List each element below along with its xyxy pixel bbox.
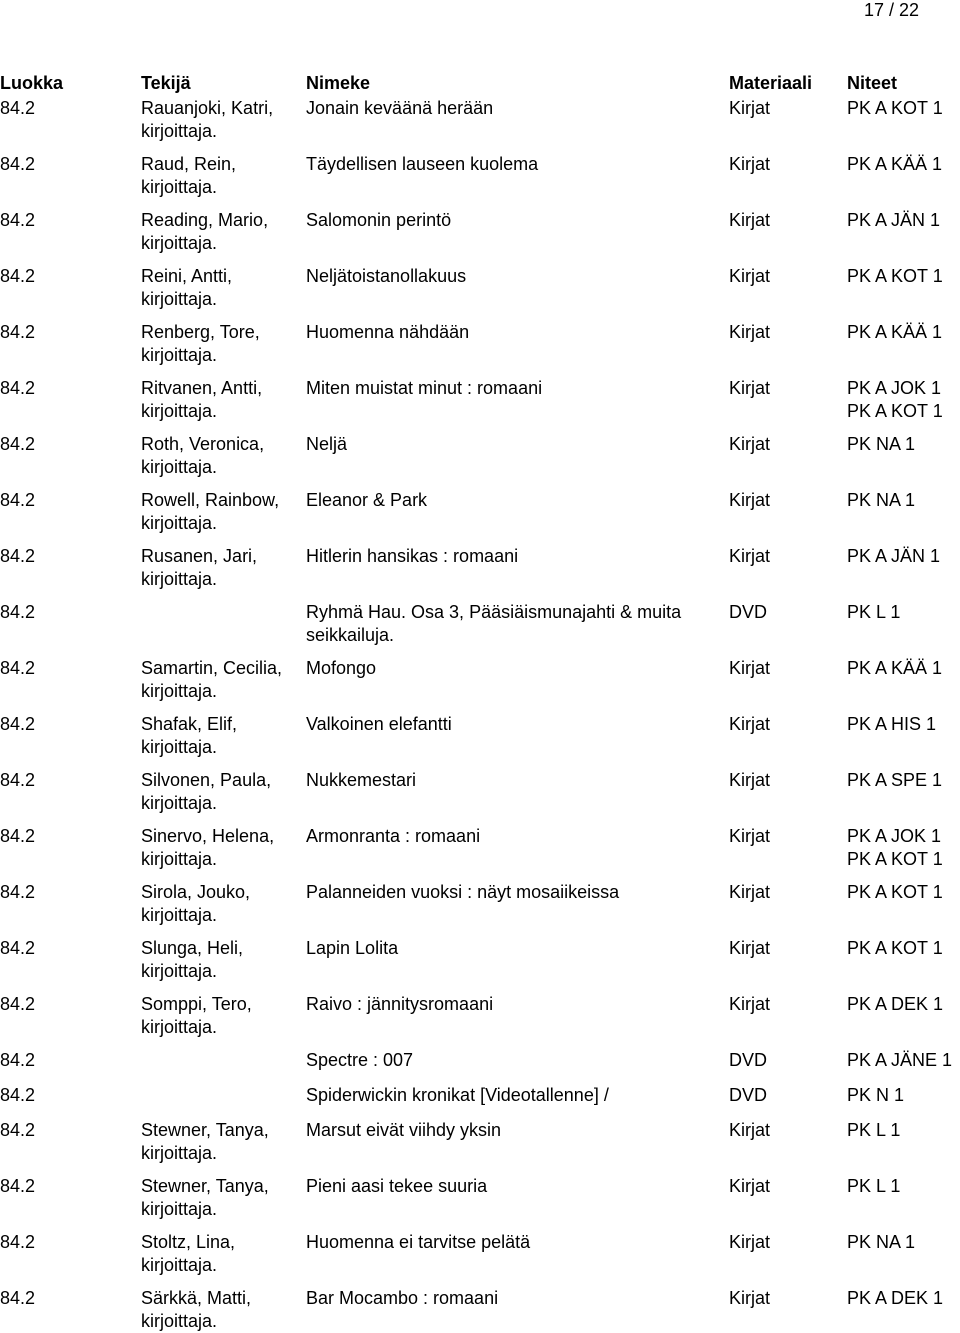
cell-luokka: 84.2 xyxy=(0,1232,36,1252)
cell-luokka: 84.2 xyxy=(0,1050,36,1070)
cell-niteet xyxy=(847,545,940,568)
cell-niteet-line: PK A JOK 1 xyxy=(847,378,942,398)
cell-niteet-line: PK NA 1 xyxy=(847,1232,916,1252)
cell-niteet-line: PK A KÄÄ 1 xyxy=(847,322,943,342)
cell-niteet xyxy=(847,1287,943,1310)
cell-tekija-line: Stoltz, Lina, xyxy=(141,1232,236,1252)
cell-tekija xyxy=(141,209,268,255)
cell-materiaali: Kirjat xyxy=(729,1176,771,1196)
cell-tekija-line: Sirola, Jouko, xyxy=(141,882,251,902)
cell-materiaali: Kirjat xyxy=(729,378,771,398)
cell-tekija-line: Rauanjoki, Katri, xyxy=(141,98,274,118)
cell-tekija xyxy=(141,489,279,535)
cell-nimeke-line: Neljätoistanollakuus xyxy=(306,266,467,286)
cell-tekija-line: kirjoittaja. xyxy=(141,793,218,813)
cell-tekija xyxy=(141,265,232,311)
cell-nimeke-line: Palanneiden vuoksi : näyt mosaiikeissa xyxy=(306,882,620,902)
cell-nimeke xyxy=(306,825,480,848)
cell-tekija xyxy=(141,1287,251,1333)
cell-nimeke-line: Lapin Lolita xyxy=(306,938,399,958)
cell-tekija-line: kirjoittaja. xyxy=(141,905,218,925)
cell-luokka: 84.2 xyxy=(0,434,36,454)
cell-tekija xyxy=(141,377,262,423)
cell-tekija-line: Reading, Mario, xyxy=(141,210,269,230)
cell-niteet-line: PK A DEK 1 xyxy=(847,994,944,1014)
cell-tekija-line: Raud, Rein, xyxy=(141,154,237,174)
table-header xyxy=(0,72,960,94)
cell-nimeke-line: Valkoinen elefantti xyxy=(306,714,452,734)
cell-luokka: 84.2 xyxy=(0,1288,36,1308)
header-materiaali: Materiaali xyxy=(729,73,813,93)
cell-tekija-line: kirjoittaja. xyxy=(141,1311,218,1331)
cell-tekija xyxy=(141,153,236,199)
cell-luokka: 84.2 xyxy=(0,98,36,118)
cell-tekija-line: Somppi, Tero, xyxy=(141,994,252,1014)
cell-niteet-line: PK L 1 xyxy=(847,602,901,622)
cell-nimeke xyxy=(306,489,427,512)
cell-materiaali: Kirjat xyxy=(729,266,771,286)
cell-materiaali: Kirjat xyxy=(729,770,771,790)
cell-nimeke-line: Spectre : 007 xyxy=(306,1050,414,1070)
cell-niteet-line: PK L 1 xyxy=(847,1120,901,1140)
cell-niteet xyxy=(847,769,942,792)
cell-materiaali: Kirjat xyxy=(729,882,771,902)
cell-tekija xyxy=(141,769,271,815)
cell-tekija-line: kirjoittaja. xyxy=(141,961,218,981)
cell-nimeke-line: Nukkemestari xyxy=(306,770,417,790)
cell-nimeke-line: Mofongo xyxy=(306,658,377,678)
cell-nimeke xyxy=(306,545,518,568)
cell-nimeke xyxy=(306,601,681,647)
cell-luokka: 84.2 xyxy=(0,658,36,678)
cell-materiaali: Kirjat xyxy=(729,994,771,1014)
cell-materiaali: Kirjat xyxy=(729,1288,771,1308)
cell-tekija-line: Sinervo, Helena, xyxy=(141,826,275,846)
cell-niteet xyxy=(847,1231,915,1254)
cell-tekija-line: kirjoittaja. xyxy=(141,569,218,589)
cell-materiaali: Kirjat xyxy=(729,98,771,118)
cell-nimeke xyxy=(306,1175,487,1198)
cell-niteet xyxy=(847,825,943,871)
cell-niteet-line: PK A JÄNE 1 xyxy=(847,1050,953,1070)
cell-materiaali: DVD xyxy=(729,1050,768,1070)
cell-tekija-line: kirjoittaja. xyxy=(141,1143,218,1163)
cell-tekija-line: Reini, Antti, xyxy=(141,266,233,286)
cell-nimeke-line: Bar Mocambo : romaani xyxy=(306,1288,499,1308)
cell-nimeke xyxy=(306,153,538,176)
cell-tekija-line: Shafak, Elif, xyxy=(141,714,238,734)
cell-tekija-line: Samartin, Cecilia, xyxy=(141,658,283,678)
cell-materiaali: Kirjat xyxy=(729,1232,771,1252)
cell-tekija-line: Renberg, Tore, xyxy=(141,322,260,342)
cell-nimeke xyxy=(306,209,451,232)
cell-nimeke xyxy=(306,1084,609,1107)
cell-niteet-line: PK A KÄÄ 1 xyxy=(847,658,943,678)
cell-nimeke-line: Raivo : jännitysromaani xyxy=(306,994,494,1014)
cell-materiaali: Kirjat xyxy=(729,210,771,230)
cell-nimeke-line: Miten muistat minut : romaani xyxy=(306,378,543,398)
cell-luokka: 84.2 xyxy=(0,322,36,342)
cell-tekija xyxy=(141,657,282,703)
cell-niteet-line: PK A KOT 1 xyxy=(847,849,943,869)
cell-niteet xyxy=(847,1175,900,1198)
cell-nimeke xyxy=(306,377,542,400)
cell-tekija-line: Silvonen, Paula, xyxy=(141,770,272,790)
cell-luokka: 84.2 xyxy=(0,546,36,566)
cell-tekija xyxy=(141,97,273,143)
cell-tekija-line: kirjoittaja. xyxy=(141,1017,218,1037)
cell-tekija xyxy=(141,1231,235,1277)
cell-niteet xyxy=(847,321,942,344)
cell-niteet xyxy=(847,1084,904,1107)
cell-luokka: 84.2 xyxy=(0,602,36,622)
cell-nimeke xyxy=(306,433,347,456)
cell-niteet xyxy=(847,377,943,423)
cell-nimeke xyxy=(306,1287,498,1310)
cell-tekija-line: kirjoittaja. xyxy=(141,1199,218,1219)
cell-niteet-line: PK A KOT 1 xyxy=(847,266,943,286)
cell-materiaali: Kirjat xyxy=(729,938,771,958)
cell-niteet-line: PK NA 1 xyxy=(847,434,916,454)
cell-tekija xyxy=(141,1175,269,1221)
cell-niteet-line: PK A KOT 1 xyxy=(847,938,943,958)
cell-niteet-line: PK A JOK 1 xyxy=(847,826,942,846)
cell-nimeke-line: Ryhmä Hau. Osa 3, Pääsiäismunajahti & muita xyxy=(306,602,682,622)
cell-tekija-line: kirjoittaja. xyxy=(141,513,218,533)
cell-nimeke xyxy=(306,937,398,960)
cell-nimeke xyxy=(306,769,416,792)
cell-niteet xyxy=(847,657,942,680)
cell-luokka: 84.2 xyxy=(0,154,36,174)
cell-niteet-line: PK A KOT 1 xyxy=(847,882,943,902)
cell-luokka: 84.2 xyxy=(0,1120,36,1140)
cell-nimeke xyxy=(306,713,452,736)
cell-niteet xyxy=(847,265,943,288)
cell-nimeke-line: Huomenna nähdään xyxy=(306,322,470,342)
cell-materiaali: Kirjat xyxy=(729,714,771,734)
cell-nimeke-line: Huomenna ei tarvitse pelätä xyxy=(306,1232,531,1252)
header-nimeke: Nimeke xyxy=(306,73,371,93)
cell-materiaali: Kirjat xyxy=(729,322,771,342)
cell-tekija xyxy=(141,881,250,927)
cell-tekija-line: kirjoittaja. xyxy=(141,345,218,365)
cell-tekija-line: kirjoittaja. xyxy=(141,177,218,197)
cell-luokka: 84.2 xyxy=(0,378,36,398)
cell-nimeke xyxy=(306,657,376,680)
header-tekija: Tekijä xyxy=(141,73,191,93)
cell-materiaali: Kirjat xyxy=(729,658,771,678)
cell-niteet xyxy=(847,97,943,120)
cell-niteet-line: PK A SPE 1 xyxy=(847,770,943,790)
cell-luokka: 84.2 xyxy=(0,266,36,286)
cell-materiaali: Kirjat xyxy=(729,434,771,454)
cell-tekija xyxy=(141,713,237,759)
cell-nimeke-line: Eleanor & Park xyxy=(306,490,428,510)
cell-tekija-line: Stewner, Tanya, xyxy=(141,1120,269,1140)
cell-niteet-line: PK A JÄN 1 xyxy=(847,546,941,566)
cell-materiaali: Kirjat xyxy=(729,1120,771,1140)
cell-nimeke xyxy=(306,321,469,344)
cell-luokka: 84.2 xyxy=(0,994,36,1014)
cell-tekija xyxy=(141,993,252,1039)
cell-tekija-line: kirjoittaja. xyxy=(141,401,218,421)
cell-luokka: 84.2 xyxy=(0,938,36,958)
cell-tekija xyxy=(141,825,274,871)
cell-luokka: 84.2 xyxy=(0,826,36,846)
cell-nimeke xyxy=(306,1231,530,1254)
cell-niteet-line: PK L 1 xyxy=(847,1176,901,1196)
cell-niteet xyxy=(847,1119,900,1142)
cell-nimeke xyxy=(306,881,619,904)
cell-niteet-line: PK A DEK 1 xyxy=(847,1288,944,1308)
cell-niteet-line: PK NA 1 xyxy=(847,490,916,510)
cell-tekija-line: Rowell, Rainbow, xyxy=(141,490,280,510)
cell-luokka: 84.2 xyxy=(0,882,36,902)
cell-niteet xyxy=(847,993,943,1016)
cell-nimeke xyxy=(306,1049,413,1072)
cell-niteet xyxy=(847,713,936,736)
cell-nimeke-line: Pieni aasi tekee suuria xyxy=(306,1176,488,1196)
cell-nimeke xyxy=(306,993,493,1016)
cell-niteet xyxy=(847,433,915,456)
cell-tekija xyxy=(141,545,257,591)
cell-tekija xyxy=(141,321,260,367)
cell-niteet xyxy=(847,153,942,176)
cell-materiaali: Kirjat xyxy=(729,490,771,510)
cell-niteet xyxy=(847,1049,952,1072)
cell-luokka: 84.2 xyxy=(0,770,36,790)
cell-tekija xyxy=(141,1119,269,1165)
cell-tekija-line: kirjoittaja. xyxy=(141,849,218,869)
cell-niteet xyxy=(847,881,943,904)
cell-niteet-line: PK A KÄÄ 1 xyxy=(847,154,943,174)
cell-luokka: 84.2 xyxy=(0,210,36,230)
cell-niteet-line: PK A KOT 1 xyxy=(847,401,943,421)
cell-niteet-line: PK A JÄN 1 xyxy=(847,210,941,230)
cell-tekija-line: Ritvanen, Antti, xyxy=(141,378,263,398)
cell-tekija-line: kirjoittaja. xyxy=(141,457,218,477)
cell-niteet-line: PK A KOT 1 xyxy=(847,98,943,118)
cell-nimeke xyxy=(306,1119,501,1142)
cell-luokka: 84.2 xyxy=(0,714,36,734)
cell-materiaali: DVD xyxy=(729,602,768,622)
cell-luokka: 84.2 xyxy=(0,1085,36,1105)
cell-materiaali: Kirjat xyxy=(729,154,771,174)
cell-materiaali: Kirjat xyxy=(729,826,771,846)
cell-nimeke xyxy=(306,265,466,288)
cell-tekija-line: kirjoittaja. xyxy=(141,737,218,757)
page-number: 17 / 22 xyxy=(863,0,919,20)
cell-nimeke-line: Neljä xyxy=(306,434,348,454)
cell-materiaali: DVD xyxy=(729,1085,768,1105)
header-niteet: Niteet xyxy=(847,73,898,93)
cell-nimeke-line: Hitlerin hansikas : romaani xyxy=(306,546,519,566)
cell-tekija-line: kirjoittaja. xyxy=(141,681,218,701)
cell-tekija-line: Stewner, Tanya, xyxy=(141,1176,269,1196)
header-luokka: Luokka xyxy=(0,73,64,93)
cell-tekija-line: Slunga, Heli, xyxy=(141,938,244,958)
cell-nimeke-line: Marsut eivät viihdy yksin xyxy=(306,1120,502,1140)
cell-nimeke xyxy=(306,97,493,120)
cell-niteet xyxy=(847,937,943,960)
cell-luokka: 84.2 xyxy=(0,490,36,510)
cell-nimeke-line: Jonain keväänä herään xyxy=(306,98,494,118)
cell-tekija-line: kirjoittaja. xyxy=(141,1255,218,1275)
cell-niteet-line: PK N 1 xyxy=(847,1085,905,1105)
cell-tekija-line: kirjoittaja. xyxy=(141,233,218,253)
cell-tekija xyxy=(141,937,243,983)
cell-nimeke-line: Spiderwickin kronikat [Videotallenne] / xyxy=(306,1085,609,1105)
cell-luokka: 84.2 xyxy=(0,1176,36,1196)
cell-niteet xyxy=(847,209,940,232)
cell-tekija-line: kirjoittaja. xyxy=(141,121,218,141)
cell-tekija xyxy=(141,433,264,479)
cell-tekija-line: kirjoittaja. xyxy=(141,289,218,309)
cell-nimeke-line: Salomonin perintö xyxy=(306,210,452,230)
cell-niteet xyxy=(847,489,915,512)
cell-materiaali: Kirjat xyxy=(729,546,771,566)
cell-niteet xyxy=(847,601,900,624)
cell-nimeke-line: seikkailuja. xyxy=(306,625,395,645)
cell-tekija-line: Roth, Veronica, xyxy=(141,434,265,454)
cell-tekija-line: Särkkä, Matti, xyxy=(141,1288,252,1308)
cell-tekija-line: Rusanen, Jari, xyxy=(141,546,258,566)
cell-niteet-line: PK A HIS 1 xyxy=(847,714,937,734)
cell-nimeke-line: Armonranta : romaani xyxy=(306,826,481,846)
cell-nimeke-line: Täydellisen lauseen kuolema xyxy=(306,154,539,174)
